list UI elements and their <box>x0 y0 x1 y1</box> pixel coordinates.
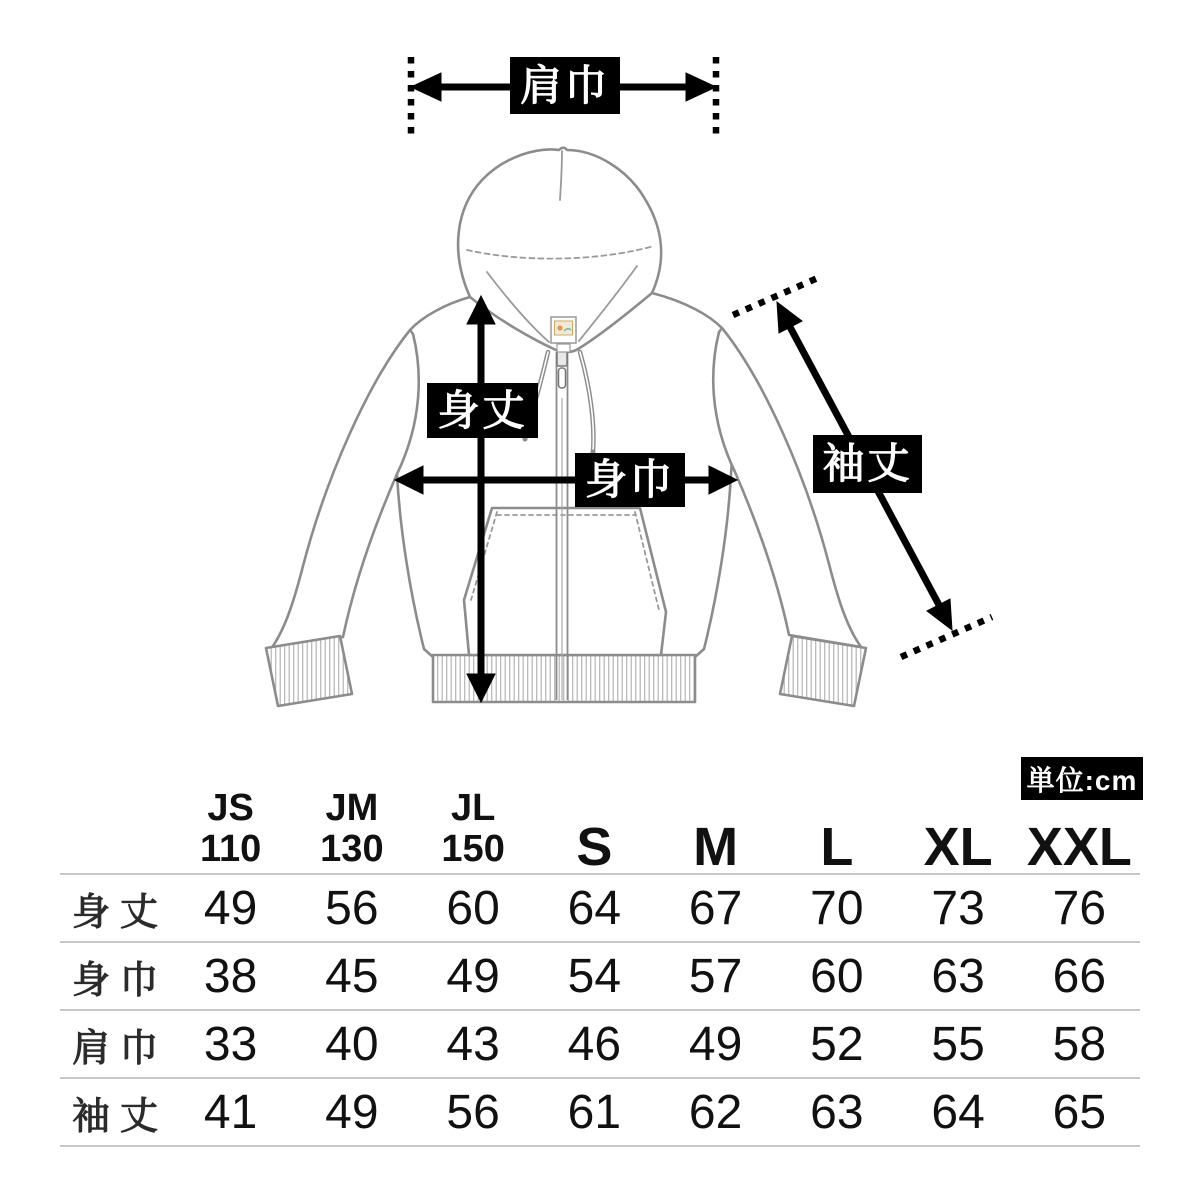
size-value-cell: 62 <box>688 1085 743 1139</box>
brand-label-size-tag <box>557 344 570 352</box>
size-value-cell: 57 <box>688 949 743 1003</box>
size-value-cell: 56 <box>446 1085 500 1139</box>
measurement-row-label: 身巾 <box>72 959 169 1002</box>
column-header-s: S <box>576 817 613 877</box>
size-value-cell: 55 <box>931 1017 985 1071</box>
measurement-row-label: 肩巾 <box>72 1027 169 1070</box>
table-row-body-length <box>60 873 1140 941</box>
size-value-cell: 66 <box>1052 949 1107 1003</box>
size-value-cell: 64 <box>567 881 622 935</box>
arrowhead-right-icon <box>686 73 716 101</box>
column-header-l: L <box>820 817 854 877</box>
column-header-xxl: XXL <box>1026 817 1132 877</box>
kangaroo-pocket <box>464 508 666 655</box>
size-value-cell: 60 <box>810 949 864 1003</box>
size-value-cell: 70 <box>810 881 864 935</box>
size-value-cell: 65 <box>1052 1085 1107 1139</box>
dotted-extent-line-top <box>733 277 820 315</box>
left-sleeve <box>271 330 419 649</box>
body-length-label: 身丈 <box>427 383 538 438</box>
size-value-cell: 38 <box>203 949 258 1003</box>
size-value-cell: 49 <box>446 949 500 1003</box>
size-table-header-row <box>60 780 1140 877</box>
size-value-cell: 63 <box>810 1085 864 1139</box>
column-header-m: M <box>693 817 739 877</box>
shoulder-width-label: 肩巾 <box>510 57 620 114</box>
size-value-cell: 76 <box>1052 881 1107 935</box>
size-value-cell: 41 <box>203 1085 258 1139</box>
size-value-cell: 61 <box>567 1085 622 1139</box>
table-row-shoulder-width <box>60 1009 1140 1077</box>
unit-badge: 単位:cm <box>1021 757 1143 800</box>
size-value-cell: 33 <box>203 1017 258 1071</box>
size-value-cell: 40 <box>325 1017 379 1071</box>
size-value-cell: 56 <box>325 881 379 935</box>
size-value-cell: 45 <box>325 949 379 1003</box>
brand-label-graphic <box>555 321 573 335</box>
size-value-cell: 49 <box>203 881 258 935</box>
measurement-row-label: 袖丈 <box>72 1095 169 1138</box>
size-table <box>60 780 1140 1147</box>
zipper-pull-tab <box>559 368 566 388</box>
size-value-cell: 73 <box>931 881 985 935</box>
body-width-label: 身巾 <box>575 453 685 507</box>
hoodie-outline <box>266 148 866 706</box>
size-value-cell: 49 <box>688 1017 743 1071</box>
size-value-cell: 67 <box>688 881 743 935</box>
column-header-xl: XL <box>923 817 993 877</box>
size-value-cell: 43 <box>446 1017 500 1071</box>
header-spacer <box>60 780 170 873</box>
size-value-cell: 60 <box>446 881 500 935</box>
column-header-jm130: JM 130 <box>320 787 384 870</box>
left-cuff <box>266 636 352 706</box>
right-cuff <box>780 636 866 706</box>
size-value-cell: 46 <box>567 1017 622 1071</box>
arrowhead-left-icon <box>411 73 441 101</box>
column-header-js110: JS 110 <box>199 787 262 870</box>
table-row-sleeve-length <box>60 1077 1140 1147</box>
measurement-row-label: 身丈 <box>72 891 169 934</box>
size-value-cell: 52 <box>810 1017 864 1071</box>
column-header-jl150: JL 150 <box>441 787 505 870</box>
sleeve-length-label: 袖丈 <box>813 435 922 493</box>
size-value-cell: 64 <box>931 1085 985 1139</box>
size-value-cell: 49 <box>325 1085 379 1139</box>
size-value-cell: 63 <box>931 949 985 1003</box>
size-value-cell: 58 <box>1052 1017 1107 1071</box>
table-row-body-width <box>60 941 1140 1009</box>
size-value-cell: 54 <box>567 949 622 1003</box>
